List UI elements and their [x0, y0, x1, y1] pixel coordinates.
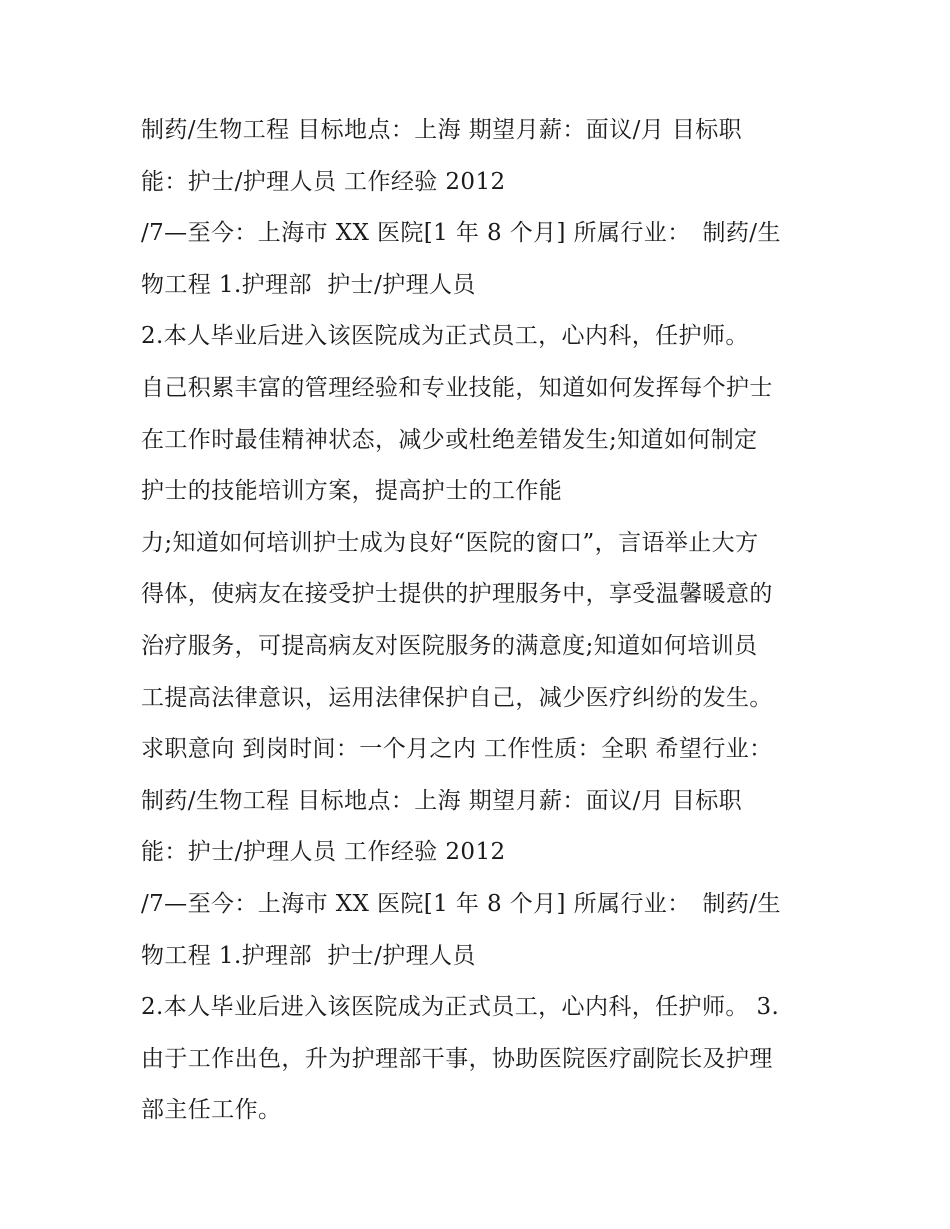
text-line: 在工作时最佳精神状态，减少或杜绝差错发生;知道如何制定: [141, 426, 758, 453]
text-line: 求职意向 到岗时间：一个月之内 工作性质：全职 希望行业：: [141, 736, 773, 763]
text-line: 2.本人毕业后进入该医院成为正式员工，心内科，任护师。 3.: [141, 994, 780, 1021]
text-line: 力;知道如何培训护士成为良好“医院的窗口”，言语举止大方: [141, 529, 759, 556]
text-line: 能：护士/护理人员 工作经验 2012: [141, 839, 506, 866]
text-line: 2.本人毕业后进入该医院成为正式员工，心内科，任护师。: [141, 323, 749, 350]
text-line: 工提高法律意识，运用法律保护自己，减少医疗纠纷的发生。: [141, 684, 773, 711]
text-line: 得体，使病友在接受护士提供的护理服务中，享受温馨暖意的: [141, 581, 773, 608]
text-line: 物工程 1.护理部 护士/护理人员: [141, 271, 476, 298]
text-line: 由于工作出色，升为护理部干事，协助医院医疗副院长及护理: [141, 1045, 773, 1072]
text-line: 制药/生物工程 目标地点：上海 期望月薪：面议/月 目标职: [141, 787, 743, 814]
text-line: 自己积累丰富的管理经验和专业技能，知道如何发挥每个护士: [141, 374, 773, 401]
text-line: 部主任工作。: [141, 1097, 282, 1124]
text-line: /7—至今：上海市 XX 医院[1 年 8 个月] 所属行业： 制药/生: [141, 220, 781, 247]
text-line: 制药/生物工程 目标地点：上海 期望月薪：面议/月 目标职: [141, 117, 743, 143]
text-line: 能：护士/护理人员 工作经验 2012: [141, 168, 506, 195]
body-text: [141, 105, 841, 1137]
text-line: /7—至今：上海市 XX 医院[1 年 8 个月] 所属行业： 制药/生: [141, 890, 781, 917]
text-line: 护士的技能培训方案，提高护士的工作能: [141, 478, 563, 505]
text-line: 治疗服务，可提高病友对医院服务的满意度;知道如何培训员: [141, 632, 758, 659]
text-line: 物工程 1.护理部 护士/护理人员: [141, 942, 476, 969]
